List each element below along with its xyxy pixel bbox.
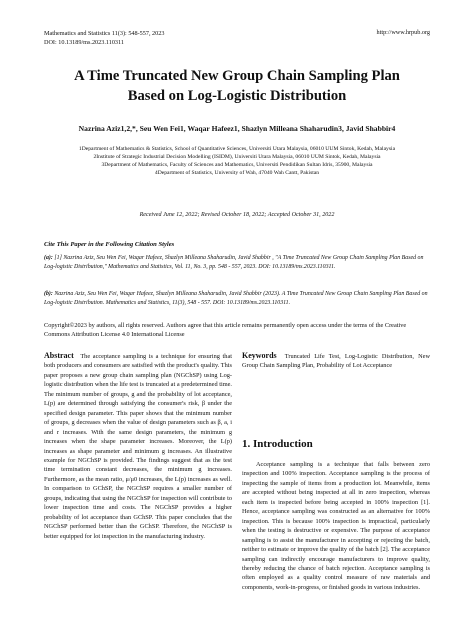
abstract-section <box>44 351 232 541</box>
journal-url[interactable]: http://www.hrpub.org <box>376 29 430 36</box>
citation-heading: Cite This Paper in the Following Citation Styles <box>44 241 175 248</box>
citation-b-text: Nazrina Aziz, Seu Wen Fei, Waqar Hafeez, Shazlyn Milleana Shaharudin, Javid Shabbir (2023). A Time Truncated New Group Chain Sampling Plan Based on Log-logistic Distribution. Mathematics and Statistics, 11(3), 548 - 557. DOI: 10.13189/ms.2023.110311. <box>44 291 428 306</box>
doi-line: DOI: 10.13189/ms.2023.110311 <box>44 39 124 46</box>
keywords-label: Keywords <box>242 351 277 360</box>
citation-style-a <box>44 254 430 271</box>
affiliation-3: 3Department of Mathematics, Faculty of Sciences and Mathematics, Universiti Pendidikan Sultan Idris, 35900, Malaysia <box>101 162 373 168</box>
abstract-label: Abstract <box>44 351 74 360</box>
affiliations <box>30 145 444 177</box>
affiliation-2: 2Institute of Strategic Industrial Decision Modelling (ISIDM), Universiti Utara Malaysia, 06010 UUM Sintok, Kedah, Malaysia <box>93 154 381 160</box>
affiliation-4: 4Department of Statistics, University of Wah, 47040 Wah Cantt, Pakistan <box>154 170 320 176</box>
introduction-heading: 1. Introduction <box>242 438 313 450</box>
citation-style-b <box>44 290 430 307</box>
paper-title <box>30 66 444 106</box>
keywords-section <box>242 351 430 371</box>
affiliation-1: 1Department of Mathematics & Statistics, School of Quantitative Sciences, Universiti Utara Malaysia, 06010 UUM Sintok, Kedah, Malaysia <box>78 146 396 152</box>
abstract-text: The acceptance sampling is a technique for ensuring that both producers and consumers are satisfied with the product's quality. This paper proposes a new group chain sampling plan (NGChSP) using Log-logistic distribution when the life test is truncated at a predetermined time. The minimum number of groups, g and the probability of lot acceptance, L(p) are determined through satisfying the consumer's risk, β under the specified design parameter. This paper shows that the minimum number of groups, g decreases when the value of design parameters such as β, a, i and r increases. With the same design parameters, the minimum g increases when the shape parameter increases. Moreover, the L(p) increases as shape parameter and minimum g increases. An illustrative example for NGChSP is provided. The findings suggest that as the test time termination constant decreases, the minimum g increases. Furthermore, as the mean ratio, μ/μ0 increases, the L(p) increases as well. In comparison to GChSP, the NGChSP requires a smaller number of groups, indicating that using the NGChSP for inspection will contribute to lower inspection time and costs. The NGChSP provides a higher probability of lot acceptance than GChSP. This paper concludes that the NGChSP performed better than the GChSP. Therefore, the NGChSP is better equipped for lot inspection in the manufacturing industry. <box>44 353 232 540</box>
journal-line: Mathematics and Statistics 11(3): 548-557, 2023 <box>44 30 165 37</box>
author-list: Nazrina Aziz1,2,*, Seu Wen Fei1, Waqar Hafeez1, Shazlyn Milleana Shaharudin3, Javid Shabbir4 <box>78 124 396 133</box>
citation-a-text: [1] Nazrina Aziz, Seu Wen Fei, Waqar Hafeez, Shazlyn Milleana Shaharudin, Javid Shabbir , "A Time Truncated New Group Chain Sampling Plan Based on Log-logistic Distribution," Mathematics and Statistics, Vol. 11, No. 3, pp. 548 - 557, 2023. DOI: 10.13189/ms.2023.110311. <box>44 255 424 270</box>
received-dates: Received June 12, 2022; Revised October 18, 2022; Accepted October 31, 2022 <box>139 212 335 218</box>
citation-a-label: (a): <box>44 255 53 261</box>
running-header <box>44 29 164 47</box>
introduction-text: Acceptance sampling is a technique that falls between zero inspection and 100% inspection. Acceptance sampling is the process of inspecting the sample of items from a production lot. Meanwhile, items are accepted without being inspected at all in zero inspection, whereas each item is inspected before being accepted in 100% inspection [1]. Hence, acceptance sampling was constructed as an alternative for 100% inspection. This is because 100% inspection is impractical, particularly when the testing is destructive or expensive. The purpose of acceptance sampling is to assist the manufacturer in accepting or rejecting the batch, neither to estimate or improve the quality of the batch [2]. The acceptance sampling can indirectly encourage manufacturers to improve quality, thereby reducing the chance of batch rejection. Acceptance sampling is often employed as a quality control measure of raw materials and components, work-in-progress, or finished goods in various industries. <box>242 461 430 591</box>
title-line-2: Based on Log-Logistic Distribution <box>127 88 347 104</box>
copyright-notice: Copyright©2023 by authors, all rights reserved. Authors agree that this article remains permanently open access under the terms of the Creative Commons Attribution License 4.0 International License <box>44 322 407 338</box>
title-line-1: A Time Truncated New Group Chain Sampling Plan <box>74 68 400 84</box>
citation-b-label: (b): <box>44 291 53 297</box>
keywords-text: Truncated Life Test, Log-Logistic Distribution, New Group Chain Sampling Plan, Probability of Lot Acceptance <box>242 353 430 370</box>
